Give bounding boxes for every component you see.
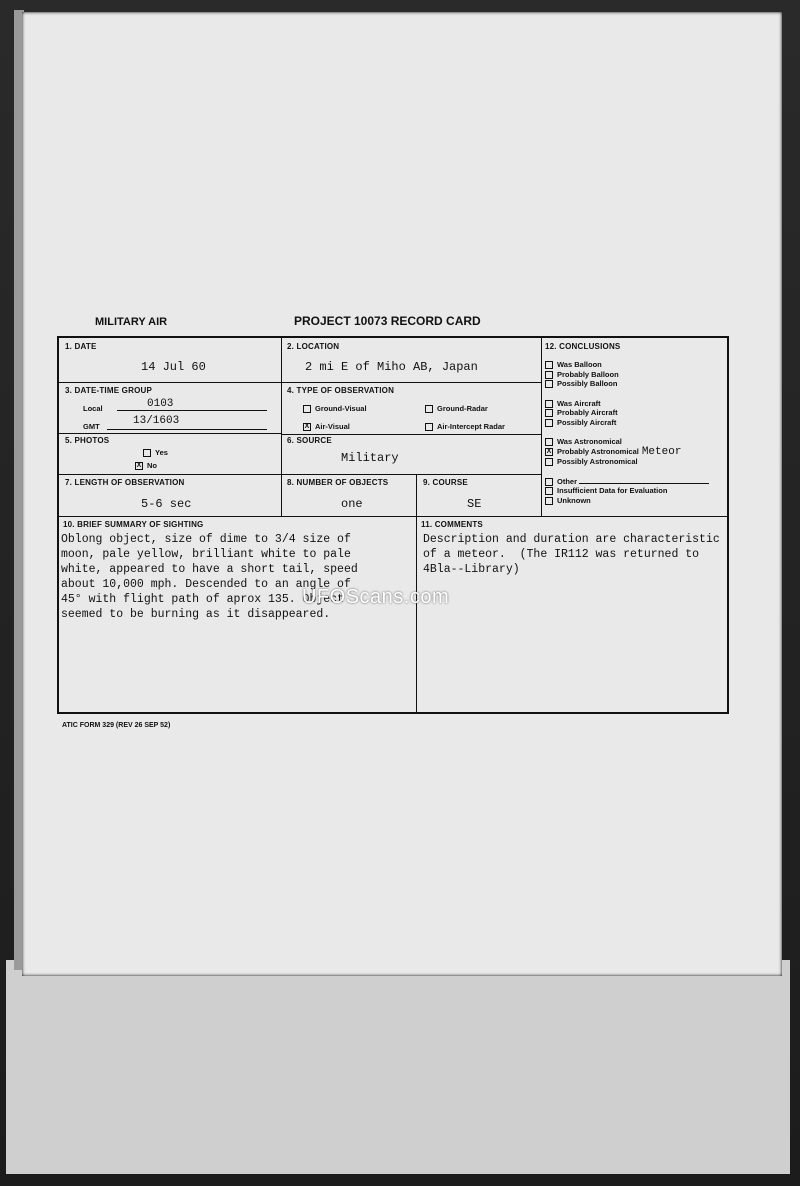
checkbox — [425, 405, 433, 413]
conclusion-option: Unknown — [545, 496, 729, 506]
conclusion-option: Possibly Astronomical — [545, 457, 729, 467]
length-of-observation-value: 5-6 sec — [141, 497, 192, 511]
divider — [416, 516, 417, 714]
divider — [281, 338, 282, 516]
conclusion-option: X Probably Astronomical Meteor — [546, 445, 682, 458]
conclusion-option: Insufficient Data for Evaluation — [545, 486, 729, 496]
checkbox — [545, 419, 553, 427]
checkbox-checked: X — [304, 423, 310, 431]
comments-line: of a meteor. (The IR112 was returned to — [423, 548, 700, 561]
air-visual-option: X Air-Visual — [304, 422, 350, 431]
comments-line: Description and duration are characteristic — [423, 533, 720, 546]
summary-line: Oblong object, size of dime to 3/4 size of — [61, 533, 351, 546]
local-value: 0103 — [147, 398, 174, 410]
comments-label: 11. COMMENTS — [421, 520, 483, 529]
air-intercept-radar-option: Air-Intercept Radar — [425, 422, 505, 431]
checkbox — [545, 361, 553, 369]
checkbox-checked: X — [546, 447, 552, 455]
number-of-objects-label: 8. NUMBER OF OBJECTS — [287, 478, 389, 487]
source-label: 6. SOURCE — [287, 436, 332, 445]
ground-radar-option: Ground-Radar — [425, 404, 488, 413]
divider — [59, 382, 541, 383]
lower-page-edge — [6, 960, 790, 1174]
photos-yes: Yes — [143, 448, 168, 457]
photos-label: 5. PHOTOS — [65, 436, 110, 445]
conclusion-group-astronomical — [545, 437, 729, 467]
checkbox — [545, 487, 553, 495]
checkbox — [545, 380, 553, 388]
date-time-group-label: 3. DATE-TIME GROUP — [65, 386, 153, 395]
checkbox — [303, 405, 311, 413]
ground-visual-option: Ground-Visual — [303, 404, 367, 413]
comments-line: 4Bla--Library) — [423, 563, 520, 576]
conclusion-option: Possibly Balloon — [545, 379, 729, 389]
checkbox — [545, 400, 553, 408]
divider — [281, 434, 541, 435]
source-value: Military — [341, 451, 399, 465]
conclusion-option: Probably Balloon — [545, 370, 729, 380]
course-label: 9. COURSE — [423, 478, 468, 487]
military-air-label: MILITARY AIR — [95, 316, 168, 328]
other-line — [579, 483, 709, 484]
summary-line: white, appeared to have a short tail, speed — [61, 563, 358, 576]
divider — [541, 338, 542, 516]
checkbox — [425, 423, 433, 431]
length-of-observation-label: 7. LENGTH OF OBSERVATION — [65, 478, 185, 487]
checkbox — [545, 409, 553, 417]
handwritten-note: Meteor — [641, 445, 682, 458]
checkbox — [545, 458, 553, 466]
gmt-line — [107, 429, 267, 430]
gmt-value: 13/1603 — [133, 415, 180, 427]
divider — [59, 474, 541, 475]
location-label: 2. LOCATION — [287, 342, 340, 351]
checkbox — [545, 438, 553, 446]
summary-line: moon, pale yellow, brilliant white to pale — [61, 548, 351, 561]
gmt-label: GMT — [83, 422, 100, 431]
location-value: 2 mi E of Miho AB, Japan — [305, 360, 478, 374]
checkbox — [545, 497, 553, 505]
conclusion-group-balloon — [545, 360, 729, 389]
record-card — [57, 336, 729, 714]
summary-label: 10. BRIEF SUMMARY OF SIGHTING — [63, 520, 204, 529]
form-id: ATIC FORM 329 (REV 26 SEP 52) — [62, 722, 171, 729]
checkbox — [545, 478, 553, 486]
checkbox — [545, 371, 553, 379]
summary-line: 45° with flight path of aprox 135. Object — [61, 593, 344, 606]
type-of-observation-label: 4. TYPE OF OBSERVATION — [287, 386, 395, 395]
photos-no: X No — [136, 461, 157, 470]
conclusion-group-other — [545, 477, 729, 506]
summary-line: about 10,000 mph. Descended to an angle of — [61, 578, 351, 591]
conclusion-option: Other — [545, 477, 729, 487]
conclusion-option: Was Aircraft — [545, 399, 729, 409]
divider — [59, 516, 729, 517]
conclusion-option: Probably Aircraft — [545, 408, 729, 418]
conclusions-label: 12. CONCLUSIONS — [545, 342, 621, 351]
conclusion-option: Was Astronomical — [545, 437, 729, 447]
conclusion-option: Was Balloon — [545, 360, 729, 370]
date-label: 1. DATE — [65, 342, 97, 351]
checkbox-checked: X — [136, 462, 142, 470]
divider — [416, 474, 417, 516]
checkbox — [143, 449, 151, 457]
date-value: 14 Jul 60 — [141, 360, 206, 374]
local-line — [117, 410, 267, 411]
conclusion-option: Possibly Aircraft — [545, 418, 729, 428]
conclusion-group-aircraft — [545, 399, 729, 428]
divider — [59, 433, 281, 434]
watermark: UFOScans.com — [302, 586, 450, 608]
comments-text — [423, 532, 720, 577]
number-of-objects-value: one — [341, 497, 363, 511]
summary-line: seemed to be burning as it disappeared. — [61, 608, 331, 621]
page-title: PROJECT 10073 RECORD CARD — [294, 314, 481, 328]
conclusions-list — [545, 360, 729, 505]
course-value: SE — [467, 497, 482, 511]
local-label: Local — [83, 404, 103, 413]
